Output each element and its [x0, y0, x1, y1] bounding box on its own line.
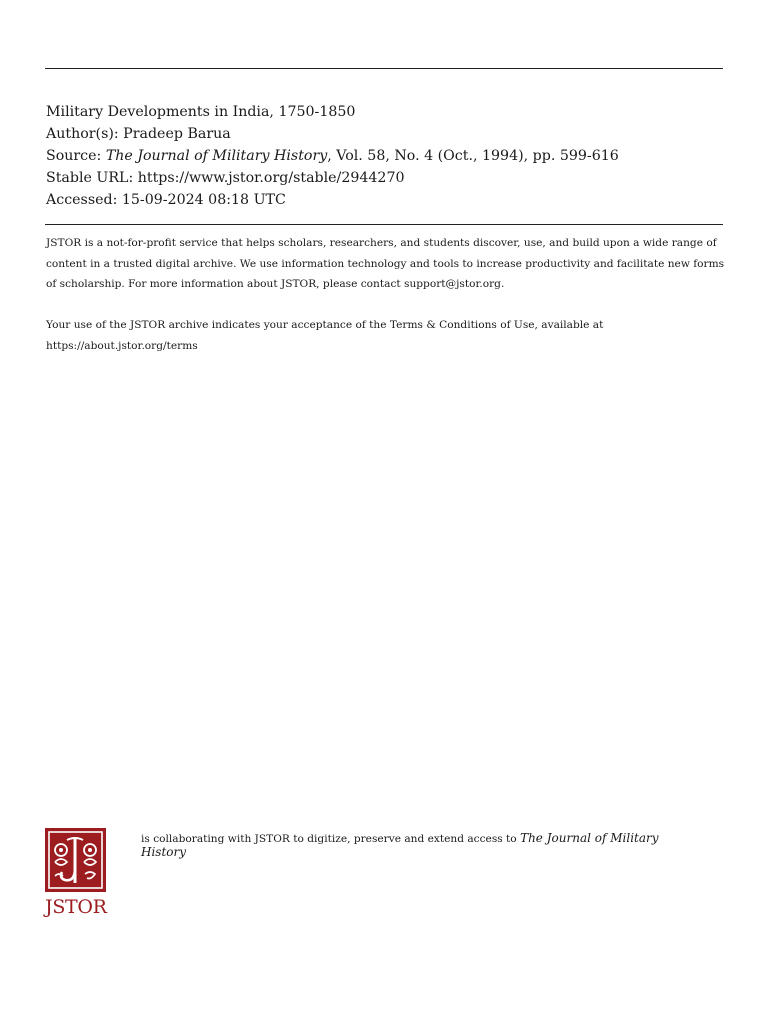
jstor-emblem-graphic — [45, 828, 106, 892]
collaboration-text: is collaborating with JSTOR to digitize, preserve and extend access to — [141, 833, 521, 845]
notice-paragraph-terms: Your use of the JSTOR archive indicates your acceptance of the Terms & Conditions of Use, available at https://about.jstor.org/terms — [46, 319, 604, 352]
source-journal: The Journal of Military History — [105, 148, 328, 164]
article-title: Military Developments in India, 1750-1850 — [46, 104, 356, 120]
middle-divider — [45, 224, 723, 225]
jstor-emblem-icon — [45, 828, 106, 892]
source-details: , Vol. 58, No. 4 (Oct., 1994), pp. 599-616 — [327, 148, 619, 164]
notice-paragraph-about: JSTOR is a not-for-profit service that helps scholars, researchers, and students discover, use, and build upon a wide range of content in a trusted digital archive. We use information technology and tools to increase productivity and facilitate new forms of scholarship. For more information about JSTOR, please contact support@jstor.org. — [46, 237, 725, 291]
jstor-wordmark: JSTOR — [45, 896, 107, 918]
collaboration-journal: The Journal of Military History — [141, 831, 659, 859]
article-authors: Author(s): Pradeep Barua — [46, 126, 231, 142]
article-source — [46, 145, 726, 167]
citation-block — [46, 101, 726, 211]
jstor-notice — [46, 233, 726, 357]
accessed-date: Accessed: 15-09-2024 08:18 UTC — [46, 192, 286, 208]
stable-url[interactable]: Stable URL: https://www.jstor.org/stable/2944270 — [46, 170, 405, 186]
source-label: Source: — [46, 148, 106, 164]
jstor-logo — [45, 828, 107, 920]
collaboration-statement — [141, 832, 661, 859]
top-divider — [45, 68, 723, 69]
